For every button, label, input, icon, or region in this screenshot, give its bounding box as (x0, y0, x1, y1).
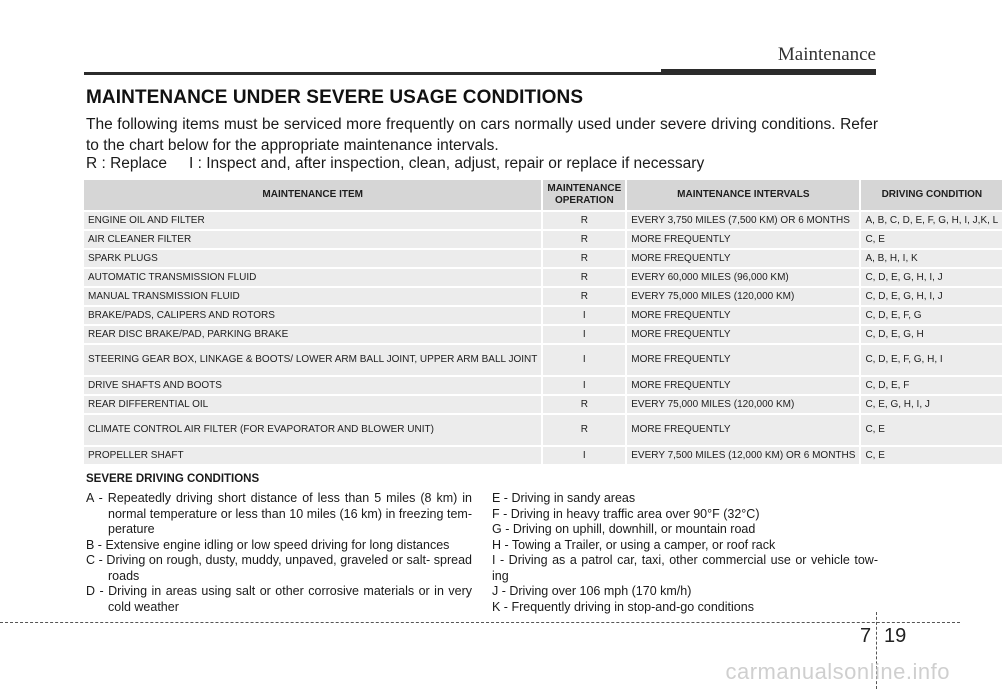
cell-interval: MORE FREQUENTLY (625, 345, 859, 375)
cell-item: REAR DISC BRAKE/PAD, PARKING BRAKE (84, 326, 541, 343)
cell-item: PROPELLER SHAFT (84, 447, 541, 464)
cell-item: STEERING GEAR BOX, LINKAGE & BOOTS/ LOWER ARM BALL JOINT, UPPER ARM BALL JOINT (84, 345, 541, 375)
cell-interval: EVERY 75,000 MILES (120,000 KM) (625, 288, 859, 305)
table-row (84, 326, 1002, 343)
cell-operation: I (541, 345, 625, 375)
cell-interval: MORE FREQUENTLY (625, 415, 859, 445)
cell-interval: EVERY 60,000 MILES (96,000 KM) (625, 269, 859, 286)
cell-condition: C, D, E, F (859, 377, 1002, 394)
table-row (84, 377, 1002, 394)
conditions-right-column (492, 491, 878, 615)
col-header-operation: MAINTENANCE OPERATION (541, 180, 625, 210)
condition-item: A - Repeatedly driving short distance of less than 5 miles (8 km) in normal temperature or less than 10 miles (16 km) in freezing tem- perature (86, 491, 472, 536)
table-row (84, 415, 1002, 445)
table-row (84, 250, 1002, 267)
cell-interval: MORE FREQUENTLY (625, 326, 859, 343)
cell-condition: C, D, E, G, H (859, 326, 1002, 343)
table-row (84, 269, 1002, 286)
conditions-left-column (86, 491, 472, 615)
cell-item: MANUAL TRANSMISSION FLUID (84, 288, 541, 305)
cell-condition: C, E (859, 415, 1002, 445)
cell-item: BRAKE/PADS, CALIPERS AND ROTORS (84, 307, 541, 324)
chapter-number: 7 (860, 625, 872, 647)
cell-operation: R (541, 415, 625, 445)
condition-item: D - Driving in areas using salt or other corrosive materials or in very cold weather (86, 584, 472, 614)
legend-line (86, 155, 704, 173)
table-row (84, 447, 1002, 464)
condition-item: G - Driving on uphill, downhill, or mountain road (492, 522, 756, 536)
condition-item: E - Driving in sandy areas (492, 491, 636, 505)
cell-interval: EVERY 7,500 MILES (12,000 KM) OR 6 MONTHS (625, 447, 859, 464)
cell-condition: C, D, E, F, G, H, I (859, 345, 1002, 375)
table-header-row (84, 180, 1002, 210)
cell-item: SPARK PLUGS (84, 250, 541, 267)
cell-item: REAR DIFFERENTIAL OIL (84, 396, 541, 413)
cell-interval: MORE FREQUENTLY (625, 377, 859, 394)
cell-operation: R (541, 250, 625, 267)
cell-operation: I (541, 326, 625, 343)
cell-condition: C, E (859, 447, 1002, 464)
cell-interval: MORE FREQUENTLY (625, 231, 859, 248)
section-title: MAINTENANCE UNDER SEVERE USAGE CONDITIONS (86, 87, 584, 108)
cell-operation: R (541, 396, 625, 413)
cell-interval: EVERY 75,000 MILES (120,000 KM) (625, 396, 859, 413)
cell-condition: C, D, E, F, G (859, 307, 1002, 324)
condition-item: H - Towing a Trailer, or using a camper, or roof rack (492, 537, 776, 552)
col-header-condition: DRIVING CONDITION (859, 180, 1002, 210)
cell-condition: C, E (859, 231, 1002, 248)
col-header-item: MAINTENANCE ITEM (84, 180, 541, 210)
condition-item: C - Driving on rough, dusty, muddy, unpaved, graveled or salt- spread roads (86, 553, 472, 583)
header-title: Maintenance (777, 44, 876, 65)
table-row (84, 212, 1002, 229)
intro-paragraph: The following items must be serviced more frequently on cars normally used under severe driving conditions. Refer to the chart below for the appropriate maintenance intervals. (86, 116, 878, 154)
cell-operation: R (541, 231, 625, 248)
legend-replace: R : Replace (86, 155, 167, 172)
cell-condition: C, D, E, G, H, I, J (859, 288, 1002, 305)
condition-item: J - Driving over 106 mph (170 km/h) (492, 584, 692, 598)
watermark: carmanualsonline.info (725, 659, 950, 684)
cell-operation: I (541, 447, 625, 464)
cell-item: DRIVE SHAFTS AND BOOTS (84, 377, 541, 394)
condition-item: K - Frequently driving in stop-and-go conditions (492, 599, 754, 614)
cell-interval: MORE FREQUENTLY (625, 250, 859, 267)
table-row (84, 231, 1002, 248)
table-row (84, 307, 1002, 324)
page-number: 19 (884, 625, 907, 647)
cell-condition: A, B, H, I, K (859, 250, 1002, 267)
table-row (84, 345, 1002, 375)
cell-operation: R (541, 288, 625, 305)
condition-item: I - Driving as a patrol car, taxi, other commercial use or vehicle tow- ing (492, 553, 878, 583)
cell-condition: A, B, C, D, E, F, G, H, I, J,K, L (859, 212, 1002, 229)
cell-operation: I (541, 377, 625, 394)
cell-interval: MORE FREQUENTLY (625, 307, 859, 324)
footer-rule (0, 622, 960, 623)
col-header-intervals: MAINTENANCE INTERVALS (625, 180, 859, 210)
condition-item: B - Extensive engine idling or low speed driving for long distances (86, 537, 450, 552)
cell-operation: R (541, 212, 625, 229)
header-rule (84, 72, 876, 75)
cell-condition: C, D, E, G, H, I, J (859, 269, 1002, 286)
table-row (84, 396, 1002, 413)
cell-operation: R (541, 269, 625, 286)
cell-interval: EVERY 3,750 MILES (7,500 KM) OR 6 MONTHS (625, 212, 859, 229)
maintenance-table (84, 178, 1002, 466)
cell-condition: C, E, G, H, I, J (859, 396, 1002, 413)
legend-inspect: I : Inspect and, after inspection, clean, adjust, repair or replace if necessary (188, 155, 705, 172)
table-row (84, 288, 1002, 305)
cell-item: ENGINE OIL AND FILTER (84, 212, 541, 229)
condition-item: F - Driving in heavy traffic area over 90°F (32°C) (492, 506, 760, 521)
cell-item: AUTOMATIC TRANSMISSION FLUID (84, 269, 541, 286)
severe-conditions-title: SEVERE DRIVING CONDITIONS (86, 473, 260, 485)
cell-item: CLIMATE CONTROL AIR FILTER (FOR EVAPORATOR AND BLOWER UNIT) (84, 415, 541, 445)
cell-operation: I (541, 307, 625, 324)
cell-item: AIR CLEANER FILTER (84, 231, 541, 248)
